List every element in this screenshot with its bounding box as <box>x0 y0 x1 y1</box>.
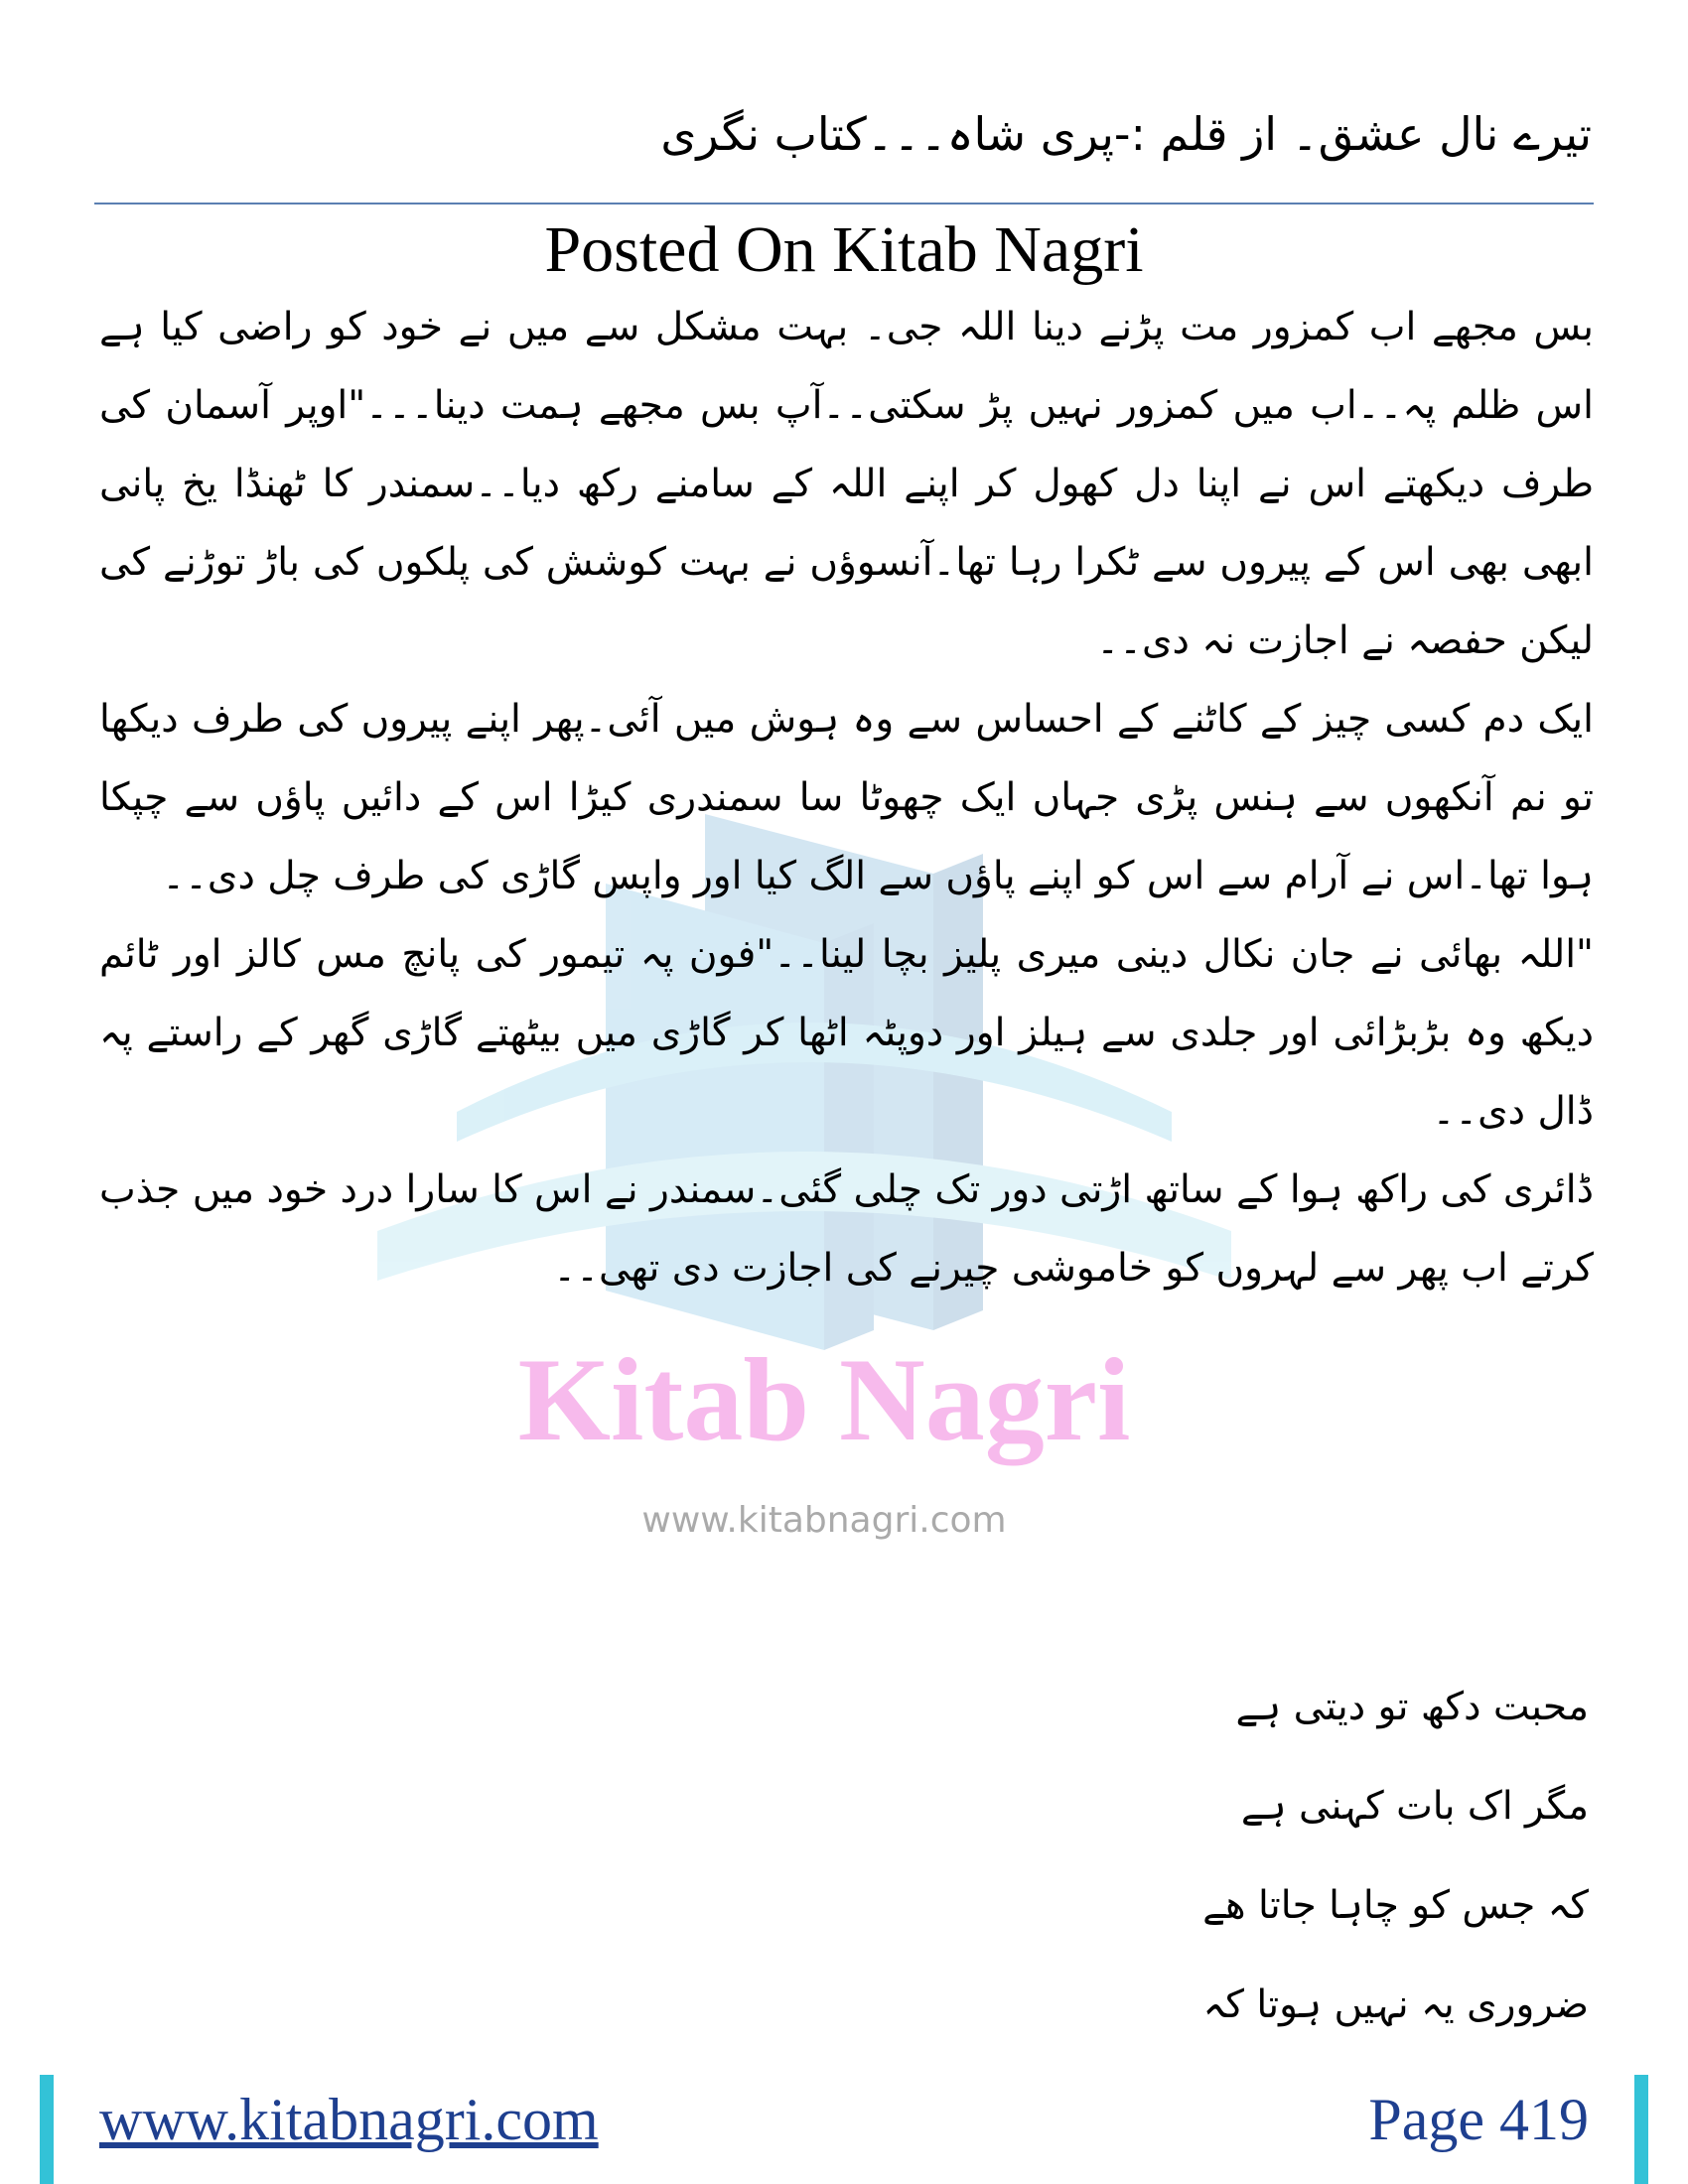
paragraph: ایک دم کسی چیز کے کاٹنے کے احساس سے وہ ہوش میں آئی۔پھر اپنے پیروں کی طرف دیکھا تو نم آنکھوں سے ہنس پڑی جہاں ایک چھوٹا سا سمندری کیڑا اس کے دائیں پاؤں سے چپکا ہوا تھا۔اس نے آرام سے اس کو اپنے پاؤں سے الگ کیا اور واپس گاڑی کی طرف چل دی۔۔ <box>99 697 1594 898</box>
paragraph: ڈائری کی راکھ ہوا کے ساتھ اڑتی دور تک چلی گئی۔سمندر نے اس کا سارا درد خود میں جذب کرتے اب پھر سے لہروں کو خاموشی چیرنے کی اجازت دی تھی۔۔ <box>99 1167 1594 1291</box>
footer-accent-bar-right <box>1634 2075 1648 2184</box>
page-number: Page 419 <box>1368 2087 1589 2152</box>
poem <box>993 1658 1589 2055</box>
body-text <box>99 288 1594 1307</box>
watermark-title: Kitab Nagri <box>517 1333 1131 1465</box>
header-divider <box>94 203 1594 205</box>
poem-line: کہ جس کو چاہا جاتا ھے <box>1202 1883 1589 1928</box>
poem-line: ضروری یہ نہیں ہوتا کہ <box>1202 1982 1589 2027</box>
footer-website-link[interactable]: www.kitabnagri.com <box>99 2087 599 2152</box>
paragraph: "اللہ بھائی نے جان نکال دینی میری پلیز بچا لینا۔۔"فون پہ تیمور کی پانچ مس کالز اور ٹائم دیکھ وہ بڑبڑائی اور جلدی سے ہیلز اور دوپٹہ اٹھا کر گاڑی میں بیٹھتے گاڑی گھر کے راستے پہ ڈال دی۔۔ <box>99 932 1594 1134</box>
poem-line: محبت دکھ تو دیتی ہے <box>1235 1685 1589 1729</box>
paragraph: بس مجھے اب کمزور مت پڑنے دینا اللہ جی۔ بہت مشکل سے میں نے خود کو راضی کیا ہے اس ظلم پہ۔۔اب میں کمزور نہیں پڑ سکتی۔۔آپ بس مجھے ہمت دینا۔۔۔"اوپر آسمان کی طرف دیکھتے اس نے اپنا دل کھول کر اپنے اللہ کے سامنے رکھ دیا۔۔سمندر کا ٹھنڈا یخ پانی ابھی بھی اس کے پیروں سے ٹکرا رہا تھا۔آنسوؤں نے بہت کوشش کی پلکوں کی باڑ توڑنے کی لیکن حفصہ نے اجازت نہ دی۔۔ <box>99 305 1594 663</box>
footer-accent-bar-left <box>40 2075 54 2184</box>
posted-banner: Posted On Kitab Nagri <box>544 213 1144 286</box>
poem-line: مگر اک بات کہنی ہے <box>1240 1784 1589 1829</box>
watermark-url: www.kitabnagri.com <box>641 1500 1007 1541</box>
header-title: تیرے نال عشق۔ از قلم :-پری شاہ۔۔۔کتاب نگری <box>660 107 1592 161</box>
